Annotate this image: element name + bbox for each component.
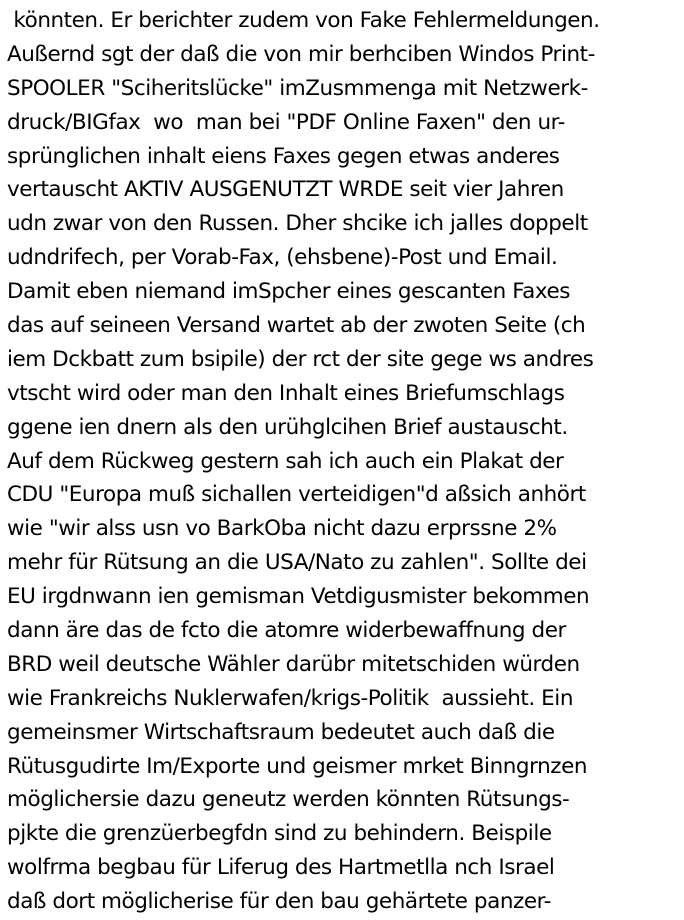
text-line: daß dort möglicherise für den bau gehärtete panzer- (7, 889, 551, 915)
document-text-body (7, 4, 683, 919)
text-line: EU irgdnwann ien gemisman Vetdigusmister bekommen (7, 584, 590, 610)
text-line: iem Dckbatt zum bsipile) der rct der site gege ws andres (7, 346, 594, 372)
text-line: wie Frankreichs Nuklerwafen/krigs-Politik aussieht. Ein (7, 685, 573, 711)
text-line: Außernd sgt der daß die von mir berhciben Windos Print- (7, 41, 595, 67)
text-line: dann äre das de fcto die atomre widerbewaffnung der (7, 618, 566, 644)
text-line: vtscht wird oder man den Inhalt eines Briefumschlags (7, 380, 565, 406)
text-line: vertauscht AKTIV AUSGENUTZT WRDE seit vier Jahren (7, 177, 564, 203)
text-line: das auf seineen Versand wartet ab der zwoten Seite (ch (7, 313, 586, 339)
text-line: könnten. Er berichter zudem von Fake Fehlermeldungen. (7, 8, 600, 33)
text-line: SPOOLER "Sciheritslücke" imZusmmenga mit Netzwerk- (7, 75, 588, 101)
text-line: Rütusgudirte Im/Exporte und geismer mrket Binngrnzen (7, 753, 588, 779)
text-line: sprünglichen inhalt eiens Faxes gegen etwas anderes (7, 143, 560, 169)
text-line: ggene ien dnern als den urühglcihen Brief austauscht. (7, 414, 568, 440)
text-line: wie "wir alss usn vo BarkOba nicht dazu erprssne 2% (7, 516, 557, 542)
text-line: Damit eben niemand imSpcher eines gescanten Faxes (7, 279, 571, 305)
text-line: mehr für Rütsung an die USA/Nato zu zahlen". Sollte dei (7, 550, 587, 576)
text-line: möglichersie dazu geneutz werden könnten Rütsungs- (7, 787, 570, 813)
text-line: BRD weil deutsche Wähler darübr mitetschiden würden (7, 651, 580, 677)
text-line: druck/BIGfax wo man bei "PDF Online Faxen" den ur- (7, 109, 565, 135)
text-line: CDU "Europa muß sichallen verteidigen"d aßsich anhört (7, 482, 586, 508)
text-line: wolfrma begbau für Liferug des Hartmetlla nch Israel (7, 855, 555, 881)
text-line: gemeinsmer Wirtschaftsraum bedeutet auch daß die (7, 719, 555, 745)
text-line: Auf dem Rückweg gestern sah ich auch ein Plakat der (7, 448, 564, 474)
text-line: udn zwar von den Russen. Dher shcike ich jalles doppelt (7, 211, 588, 237)
text-line: udndrifech, per Vorab-Fax, (ehsbene)-Post und Email. (7, 245, 558, 271)
text-line: pjkte die grenzüerbegfdn sind zu behindern. Beispile (7, 821, 552, 847)
